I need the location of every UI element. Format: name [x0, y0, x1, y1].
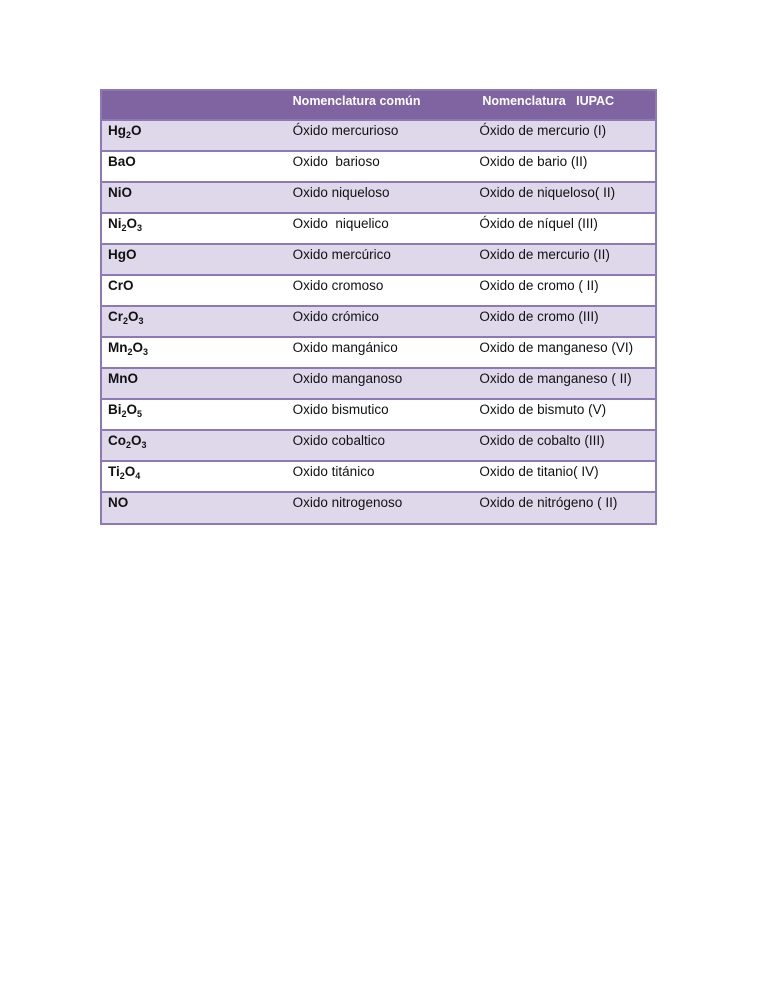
iupac-name-cell: Óxido de mercurio (I) [479, 123, 607, 138]
formula-text: O [126, 216, 138, 231]
formula-cell [101, 275, 287, 306]
formula-subscript: 5 [137, 409, 143, 419]
formula-text: Ti [108, 464, 120, 479]
common-name-cell: Oxido niquelico [292, 216, 389, 231]
formula-cell [101, 244, 287, 275]
formula-subscript: 2 [121, 223, 127, 233]
formula-cell [101, 399, 287, 430]
formula-subscript: 2 [126, 130, 132, 140]
formula-text: NO [108, 495, 129, 510]
iupac-name-cell: Oxido de cromo (III) [479, 309, 599, 324]
formula-text: NiO [108, 185, 133, 200]
table-row [101, 430, 656, 461]
formula-subscript: 3 [141, 440, 147, 450]
common-name-cell: Oxido cobaltico [292, 433, 385, 448]
iupac-name-cell: Oxido de mercurio (II) [479, 247, 610, 262]
table-row [101, 399, 656, 430]
iupac-name-cell: Oxido de nitrógeno ( II) [479, 495, 618, 510]
table-row [101, 461, 656, 492]
formula-cell [101, 306, 287, 337]
formula-text: Bi [108, 402, 122, 417]
table-row [101, 368, 656, 399]
common-name-cell: Oxido manganoso [292, 371, 403, 386]
formula-cell [101, 461, 287, 492]
table-row [101, 213, 656, 244]
formula-text: HgO [108, 247, 137, 262]
oxide-nomenclature-table [100, 89, 657, 525]
header-common-nomenclature: Nomenclatura común [292, 94, 421, 108]
formula-text: O [124, 464, 136, 479]
formula-text: O [126, 402, 138, 417]
formula-text: BaO [108, 154, 136, 169]
table-row [101, 120, 656, 151]
formula-text: Mn [108, 340, 128, 355]
formula-cell [101, 492, 287, 524]
formula-cell [101, 120, 287, 151]
formula-cell [101, 213, 287, 244]
iupac-name-cell: Óxido de níquel (III) [479, 216, 598, 231]
header-formula [101, 90, 287, 120]
formula-text: Ni [108, 216, 122, 231]
table-row [101, 151, 656, 182]
formula-text: O [128, 309, 139, 324]
formula-text: MnO [108, 371, 138, 386]
formula-text: Co [108, 433, 126, 448]
formula-subscript: 2 [119, 471, 125, 481]
common-name-cell: Oxido cromoso [292, 278, 384, 293]
common-name-cell: Oxido barioso [292, 154, 380, 169]
iupac-name-cell: Oxido de cobalto (III) [479, 433, 605, 448]
common-name-cell: Oxido niqueloso [292, 185, 390, 200]
formula-subscript: 4 [135, 471, 141, 481]
common-name-cell: Oxido nitrogenoso [292, 495, 403, 510]
iupac-name-cell: Oxido de manganeso (VI) [479, 340, 634, 355]
table-row [101, 244, 656, 275]
formula-subscript: 2 [121, 409, 127, 419]
common-name-cell: Oxido mangánico [292, 340, 398, 355]
table-body [101, 120, 656, 524]
table-header-row [101, 90, 656, 120]
formula-cell [101, 430, 287, 461]
common-name-cell: Oxido bismutico [292, 402, 389, 417]
formula-subscript: 2 [126, 440, 132, 450]
common-name-cell: Oxido titánico [292, 464, 375, 479]
table-row [101, 337, 656, 368]
common-name-cell: Oxido crómico [292, 309, 379, 324]
iupac-name-cell: Oxido de titanio( IV) [479, 464, 599, 479]
common-name-cell: Óxido mercurioso [292, 123, 399, 138]
formula-text: O [132, 340, 144, 355]
formula-cell [101, 182, 287, 213]
table-row [101, 492, 656, 524]
common-name-cell: Oxido mercúrico [292, 247, 391, 262]
table-row [101, 306, 656, 337]
formula-text: Cr [108, 309, 124, 324]
formula-subscript: 3 [138, 316, 144, 326]
formula-subscript: 2 [127, 347, 133, 357]
header-iupac-nomenclature: Nomenclatura IUPAC [482, 94, 615, 108]
iupac-name-cell: Oxido de manganeso ( II) [479, 371, 632, 386]
iupac-name-cell: Oxido de bario (II) [479, 154, 588, 169]
formula-subscript: 3 [143, 347, 149, 357]
formula-text: O [131, 433, 142, 448]
table-row [101, 182, 656, 213]
formula-cell [101, 337, 287, 368]
formula-text: O [131, 123, 142, 138]
formula-text: Hg [108, 123, 126, 138]
formula-cell [101, 151, 287, 182]
table-row [101, 275, 656, 306]
iupac-name-cell: Oxido de bismuto (V) [479, 402, 607, 417]
formula-cell [101, 368, 287, 399]
formula-subscript: 3 [137, 223, 143, 233]
iupac-name-cell: Oxido de niqueloso( II) [479, 185, 616, 200]
iupac-name-cell: Oxido de cromo ( II) [479, 278, 599, 293]
formula-subscript: 2 [123, 316, 129, 326]
formula-text: CrO [108, 278, 134, 293]
